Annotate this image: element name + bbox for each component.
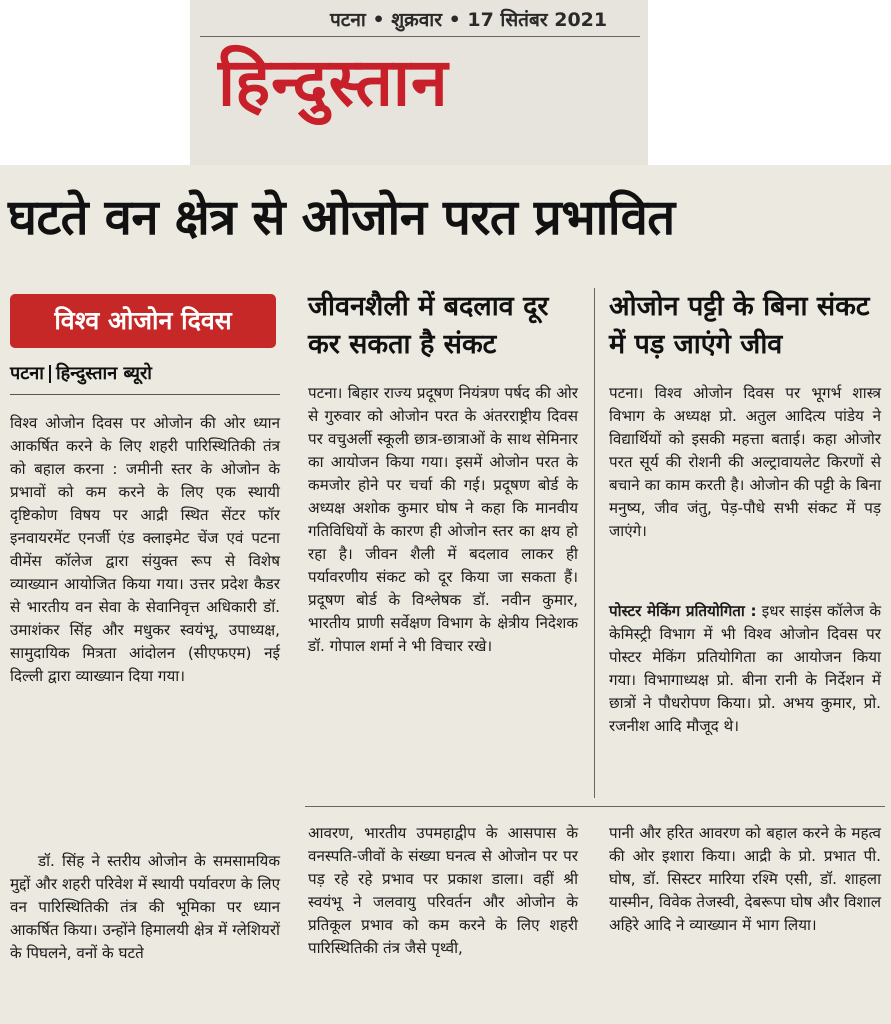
col3-para1: पटना। विश्व ओजोन दिवस पर भूगर्भ शास्त्र विभाग के अध्यक्ष प्रो. अतुल आदित्य पांडेय ने विद्यार्थियों को इसकी महत्ता बताई। कहा ओजोर परत सूर्य की रोशनी की अल्ट्रावायलेट किरणों से बचाने का काम करती है। ओजोन की पट्टी के बिना मनुष्य, जीव जंतु, पेड़-पौधे सभी संकट में पड़ जाएंगे। (609, 384, 881, 540)
section-divider (305, 806, 885, 807)
col2-para2: आवरण, भारतीय उपमहाद्वीप के आसपास के वनस्पति-जीवों के संख्या घनत्व से ओजोन पर पर पड़ रहे रहे प्रभाव पर प्रकाश डाला। वहीं श्री स्वयंभू ने जलवायु परिवर्तन और ओजोन के प्रतिकूल प्रभाव को कम करने के लिए शहरी पारिस्थितिकी तंत्र जैसे पृथ्वी, (308, 824, 578, 957)
poster-label: पोस्टर मेकिंग प्रतियोगिता : (609, 602, 757, 620)
byline-place: पटना (10, 363, 44, 384)
col2-para1: पटना। बिहार राज्य प्रदूषण नियंत्रण पर्षद की ओर से गुरुवार को ओजोन परत के अंतरराष्ट्रीय दिवस पर वचुअर्ली स्कूली छात्र-छात्राओं के साथ सेमिनार का आयोजन किया गया। इसमें ओजोन परत के कमजोर होने पर चर्चा की गई। प्रदूषण बोर्ड के अध्यक्ष अशोक कुमार घोष ने कहा कि मानवीय गतिविधियों के कारण ही ओजोन स्तर का क्षय हो रहा है। जीवन शैली में बदलाव लाकर ही पर्यावरणीय संकट को दूर किया जा सकता हैं। प्रदूषण बोर्ड के विश्लेषक डॉ. नवीन कुमार, भारतीय प्राणी सर्वेक्षण विभाग के क्षेत्रीय निदेशक डॉ. गोपाल शर्मा ने भी विचार रखे। (308, 384, 578, 655)
col2-subhead: जीवनशैली में बदलाव दूर कर सकता है संकट (308, 291, 549, 360)
dateline: पटना • शुक्रवार • 17 सितंबर 2021 (330, 9, 608, 31)
col3-para2-block (609, 600, 881, 738)
byline-bureau: हिन्दुस्तान ब्यूरो (55, 363, 152, 384)
col3-para3: पानी और हरित आवरण को बहाल करने के महत्व की ओर इशारा किया। आद्री के प्रो. प्रभात पी. घोष, डॉ. सिस्टर मारिया रश्मि एसी, डॉ. शाहला यास्मीन, विवेक तेजस्वी, देबरूपा घोष और विशाल अहिरे आदि ने व्याख्यान में भाग लिया। (609, 824, 881, 934)
col1-para2: डॉ. सिंह ने स्तरीय ओजोन के समसामयिक मुद्दों और शहरी परिवेश में स्थायी पर्यावरण के लिए वन पारिस्थितिकी तंत्र की भूमिका पर ध्यान आकर्षित किया। उन्होंने हिमालयी क्षेत्र में ग्लेशियरों के पिघलने, वनों के घटते (10, 852, 280, 962)
byline-rule (10, 394, 280, 395)
col1-para1: विश्व ओजोन दिवस पर ओजोन की ओर ध्यान आकर्षित करने के लिए शहरी पारिस्थितिकी तंत्र को बहाल करना : जमीनी स्तर के ओजोन के प्रभावों को कम करने के लिए एक स्थायी दृष्टिकोण विषय पर आद्री स्थित सेंटर फॉर इनवायरमेंट एनर्जी एंड क्लाइमेट चेंज एवं पटना वीमेंस कॉलेज द्वारा संयुक्त रूप से विशेष व्याख्यान आयोजित किया गया। उत्तर प्रदेश कैडर से भारतीय वन सेवा के सेवानिवृत्त अधिकारी डॉ. उमाशंकर सिंह और मधुकर स्वयंभू, उपाध्यक्ष, सामुदायिक मित्रता आंदोलन (सीएफएम) नई दिल्ली द्वारा व्याख्यान दिया गया। (10, 414, 280, 685)
dateline-rule (200, 36, 640, 37)
section-tag: विश्व ओजोन दिवस (10, 294, 276, 348)
newspaper-logo: हिन्दुस्तान (218, 44, 449, 121)
column-divider (594, 288, 595, 798)
col3-subhead: ओजोन पट्टी के बिना संकट में पड़ जाएंगे जीव (609, 291, 870, 360)
headline: घटते वन क्षेत्र से ओजोन परत प्रभावित (8, 189, 675, 246)
byline-divider (49, 365, 51, 383)
byline (10, 361, 152, 385)
col3-para2: इधर साइंस कॉलेज के केमिस्ट्री विभाग में भी विश्व ओजोन दिवस पर पोस्टर मेकिंग प्रतियोगिता का आयोजन किया गया। विभागाध्यक्ष प्रो. बीना रानी के निर्देशन में छात्रों ने पौधरोपण किया। प्रो. अभय कुमार, प्रो. रजनीश आदि मौजूद थे। (609, 602, 881, 735)
